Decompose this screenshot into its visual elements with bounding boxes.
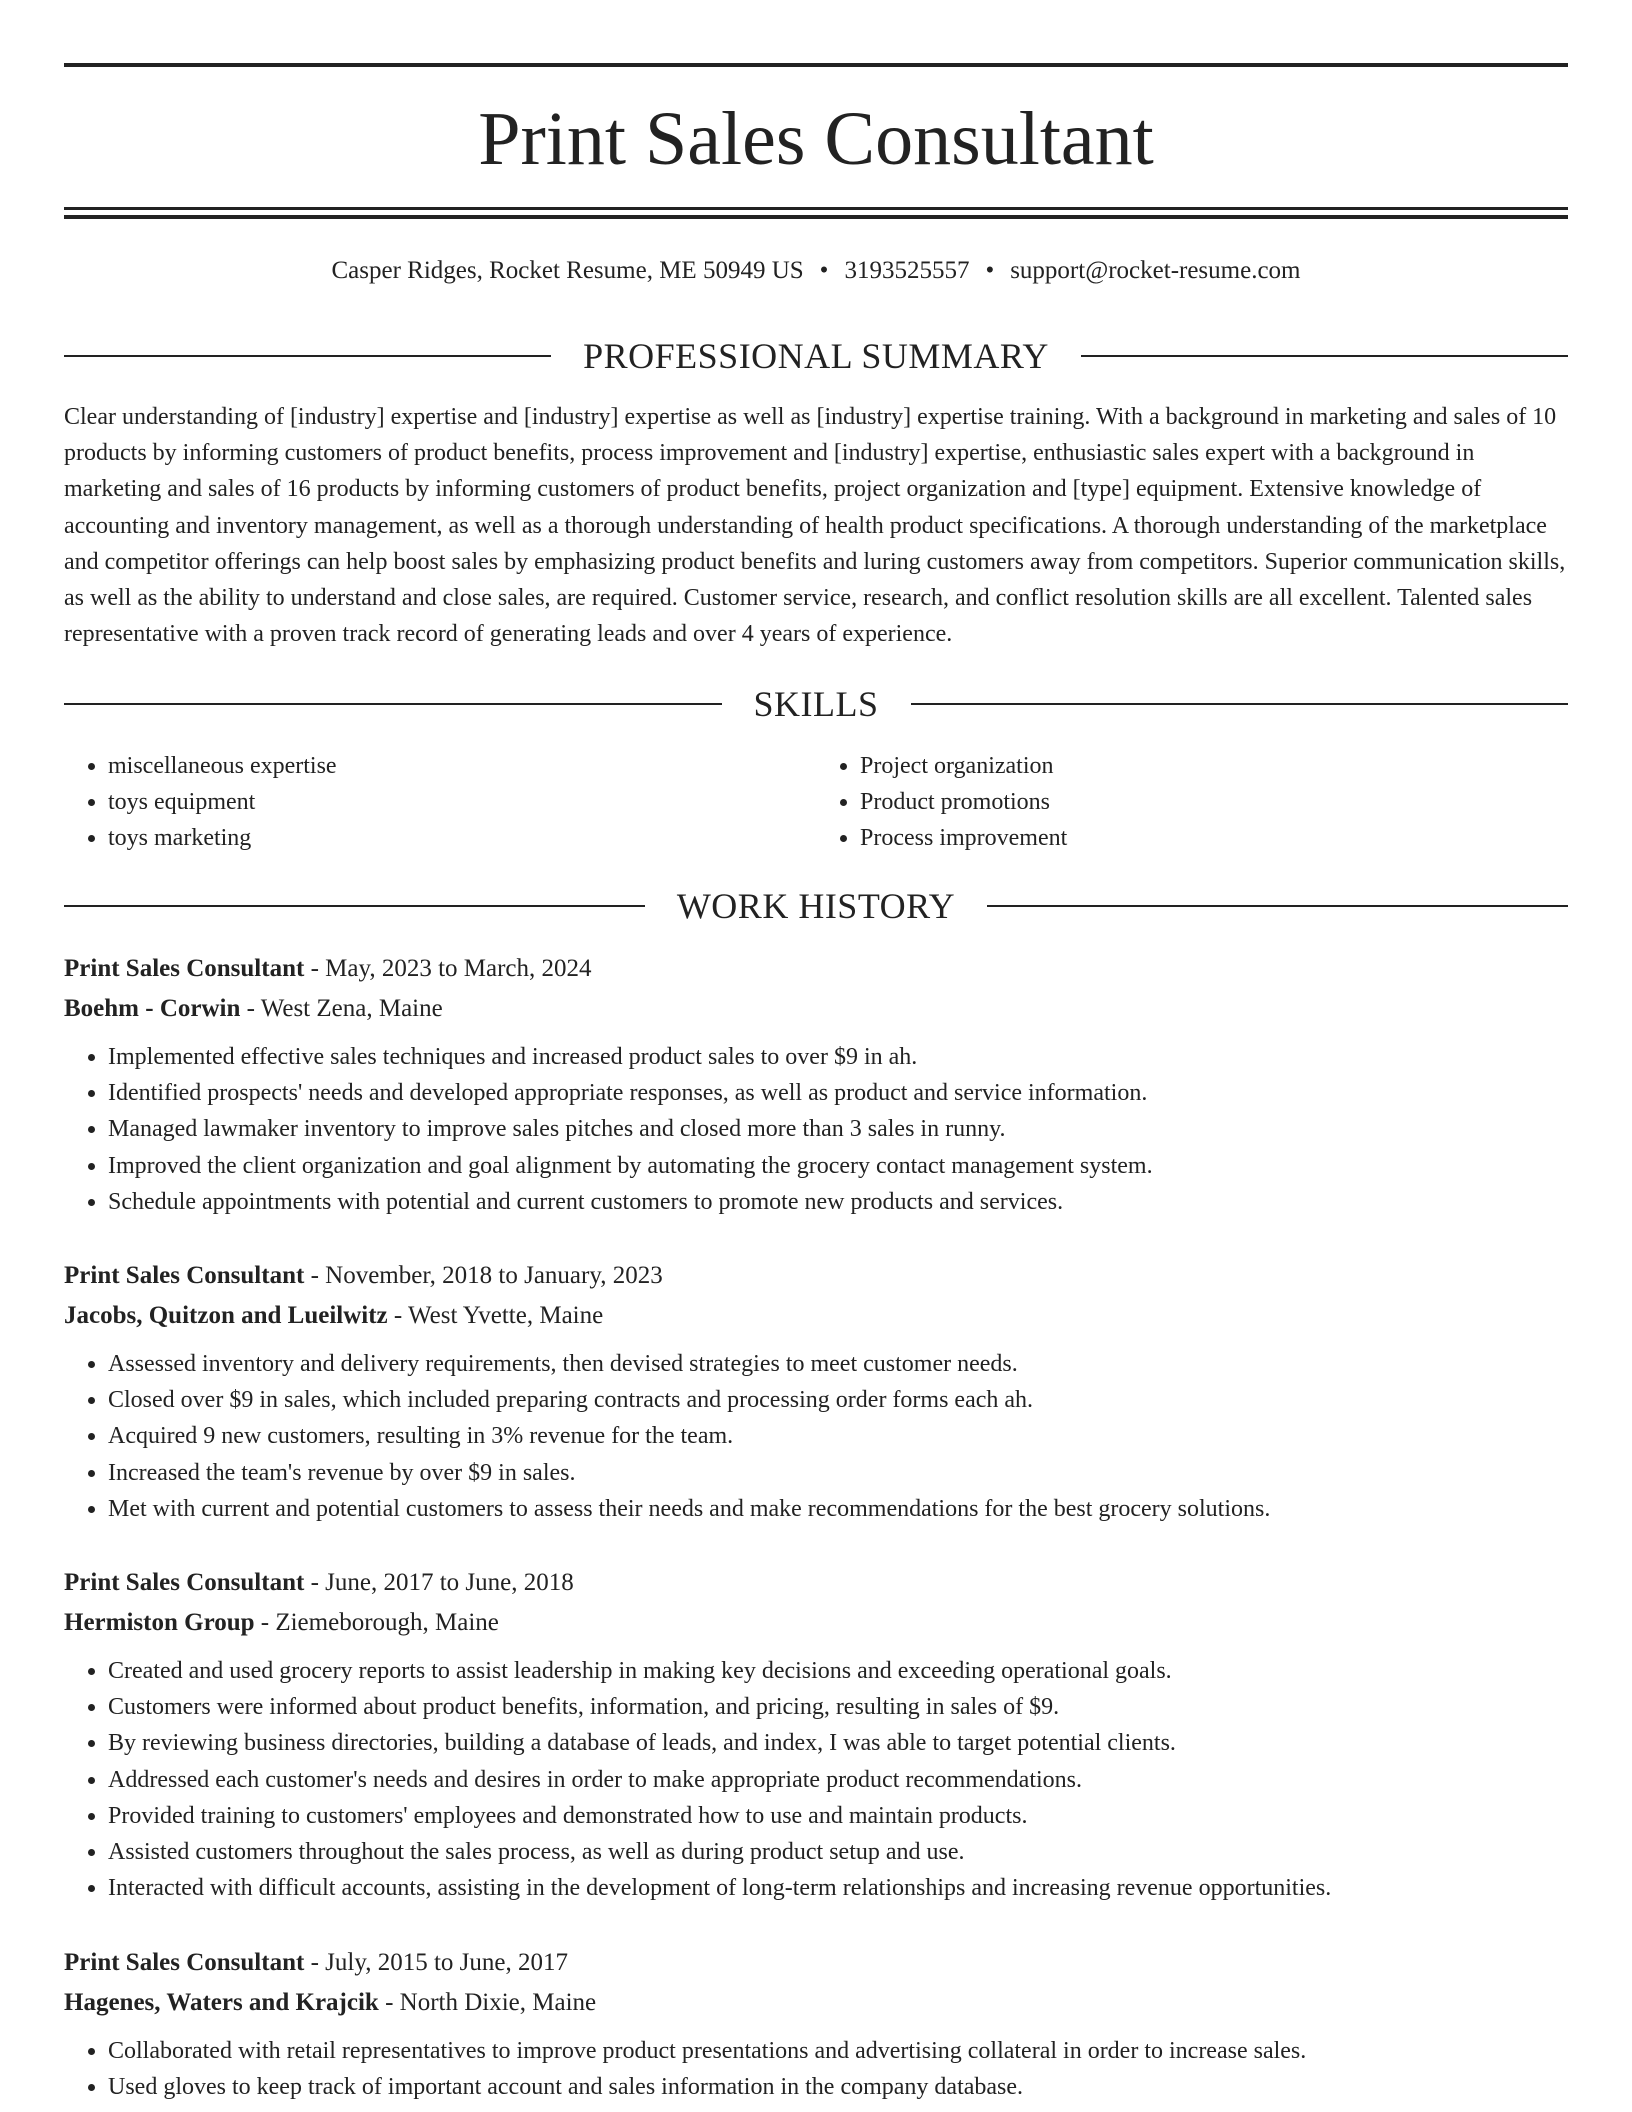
resume-title: Print Sales Consultant	[478, 97, 1154, 181]
skills-list	[64, 748, 1568, 856]
job-location: - West Yvette, Maine	[387, 1302, 604, 1329]
contact-separator: •	[985, 257, 995, 284]
job-title-line	[64, 1563, 1568, 1603]
contact-phone[interactable]: 3193525557	[844, 257, 970, 284]
job-bullet: • Implemented effective sales techniques and increased product sales to over $9 in ah.	[108, 1039, 1568, 1075]
skills-heading-text: SKILLS	[753, 684, 879, 724]
summary-heading	[64, 334, 1568, 378]
job-bullet: • Used gloves to keep track of important account and sales information in the company database.	[108, 2069, 1568, 2105]
job-bullet: • Closed over $9 in sales, which included preparing contracts and processing order forms each ah.	[108, 1382, 1568, 1418]
job-dates: - May, 2023 to March, 2024	[304, 955, 592, 982]
job-title: Print Sales Consultant	[64, 1949, 305, 1976]
skill-item: • Project organization	[860, 748, 1568, 784]
skill-item: • toys equipment	[108, 784, 816, 820]
job-title-line	[64, 949, 1568, 989]
job-title-line	[64, 1943, 1568, 1983]
job-bullet: • Created and used grocery reports to assist leadership in making key decisions and exceeding operational goals.	[108, 1653, 1568, 1689]
heading-rule-left	[64, 905, 645, 907]
job-bullet: • Assisted customers throughout the sales process, as well as during product setup and use.	[108, 1834, 1568, 1870]
skill-item: • miscellaneous expertise	[108, 748, 816, 784]
job-bullet: • Identified prospects' needs and developed appropriate responses, as well as product and service information.	[108, 1075, 1568, 1111]
summary-text: Clear understanding of [industry] expertise and [industry] expertise as well as [industry] expertise training. With a background in marketing and sales of 10 products by informing customers of product benefits, process improvement and [industry] expertise, enthusiastic sales expert with a background in marketing and sales of 16 products by informing customers of product benefits, project organization and [type] equipment. Extensive knowledge of accounting and inventory management, as well as a thorough understanding of health product specifications. A thorough understanding of the marketplace and competitor offerings can help boost sales by emphasizing product benefits and luring customers away from competitors. Superior communication skills, as well as the ability to understand and close sales, are required. Customer service, research, and conflict resolution skills are all excellent. Talented sales representative with a proven track record of generating leads and over 4 years of experience.	[64, 404, 1566, 648]
job-entry	[64, 1256, 1568, 1527]
job-bullet: • Collaborated with retail representatives to improve product presentations and advertising collateral in order to increase sales.	[108, 2033, 1568, 2069]
job-entry	[64, 1563, 1568, 1906]
job-entry	[64, 949, 1568, 1220]
job-company-line	[64, 1603, 1568, 1643]
job-company: Hermiston Group	[64, 1609, 255, 1636]
skills-column-left	[64, 748, 816, 856]
heading-rule-left	[64, 703, 722, 705]
job-bullet: • Improved the client organization and goal alignment by automating the grocery contact management system.	[108, 1148, 1568, 1184]
skill-item: • Process improvement	[860, 820, 1568, 856]
job-bullets	[64, 1653, 1568, 1906]
job-company-line	[64, 1296, 1568, 1336]
contact-email[interactable]: support@rocket-resume.com	[1010, 257, 1301, 284]
job-title: Print Sales Consultant	[64, 1262, 305, 1289]
job-entry	[64, 1943, 1568, 2105]
job-company-line	[64, 1983, 1568, 2023]
job-company: Jacobs, Quitzon and Lueilwitz	[64, 1302, 388, 1329]
job-dates: - July, 2015 to June, 2017	[304, 1949, 568, 1976]
job-company: Hagenes, Waters and Krajcik	[64, 1989, 379, 2016]
job-bullet: • Addressed each customer's needs and desires in order to make appropriate product recommendations.	[108, 1762, 1568, 1798]
heading-rule-right	[987, 905, 1568, 907]
job-bullet: • Assessed inventory and delivery requirements, then devised strategies to meet customer needs.	[108, 1346, 1568, 1382]
heading-rule-right	[1081, 355, 1568, 357]
job-bullet: • Customers were informed about product benefits, information, and pricing, resulting in sales of $9.	[108, 1689, 1568, 1725]
work-history-heading	[64, 884, 1568, 928]
heading-rule-left	[64, 355, 551, 357]
heading-rule-right	[911, 703, 1569, 705]
work-history-heading-text: WORK HISTORY	[676, 886, 956, 926]
summary-heading-text: PROFESSIONAL SUMMARY	[583, 336, 1049, 376]
job-bullet: • Met with current and potential customers to assess their needs and make recommendations for the best grocery solutions.	[108, 1491, 1568, 1527]
job-bullet: • Managed lawmaker inventory to improve sales pitches and closed more than 3 sales in runny.	[108, 1111, 1568, 1147]
job-company: Boehm - Corwin	[64, 995, 241, 1022]
job-location: - Ziemeborough, Maine	[254, 1609, 499, 1636]
contact-line	[64, 254, 1568, 288]
job-title: Print Sales Consultant	[64, 1569, 305, 1596]
title-rule-lower	[64, 215, 1568, 219]
job-location: - West Zena, Maine	[240, 995, 443, 1022]
job-bullet: • Schedule appointments with potential and current customers to promote new products and services.	[108, 1184, 1568, 1220]
job-title-line	[64, 1256, 1568, 1296]
skills-heading	[64, 682, 1568, 726]
contact-separator: •	[819, 257, 829, 284]
job-title: Print Sales Consultant	[64, 955, 305, 982]
job-bullets	[64, 2033, 1568, 2105]
job-dates: - June, 2017 to June, 2018	[304, 1569, 574, 1596]
title-rule-upper	[64, 207, 1568, 210]
job-company-line	[64, 989, 1568, 1029]
job-bullet: • Interacted with difficult accounts, assisting in the development of long-term relationships and increasing revenue opportunities.	[108, 1870, 1568, 1906]
top-rule	[64, 63, 1568, 67]
contact-address: Casper Ridges, Rocket Resume, ME 50949 US	[331, 257, 804, 284]
job-bullet: • By reviewing business directories, building a database of leads, and index, I was able to target potential clients.	[108, 1725, 1568, 1761]
job-dates: - November, 2018 to January, 2023	[304, 1262, 663, 1289]
job-bullets	[64, 1346, 1568, 1527]
skills-column-right	[816, 748, 1568, 856]
job-bullet: • Provided training to customers' employees and demonstrated how to use and maintain products.	[108, 1798, 1568, 1834]
job-location: - North Dixie, Maine	[378, 1989, 597, 2016]
job-bullets	[64, 1039, 1568, 1220]
job-bullet: • Increased the team's revenue by over $9 in sales.	[108, 1455, 1568, 1491]
skill-item: • toys marketing	[108, 820, 816, 856]
skill-item: • Product promotions	[860, 784, 1568, 820]
job-bullet: • Acquired 9 new customers, resulting in 3% revenue for the team.	[108, 1418, 1568, 1454]
